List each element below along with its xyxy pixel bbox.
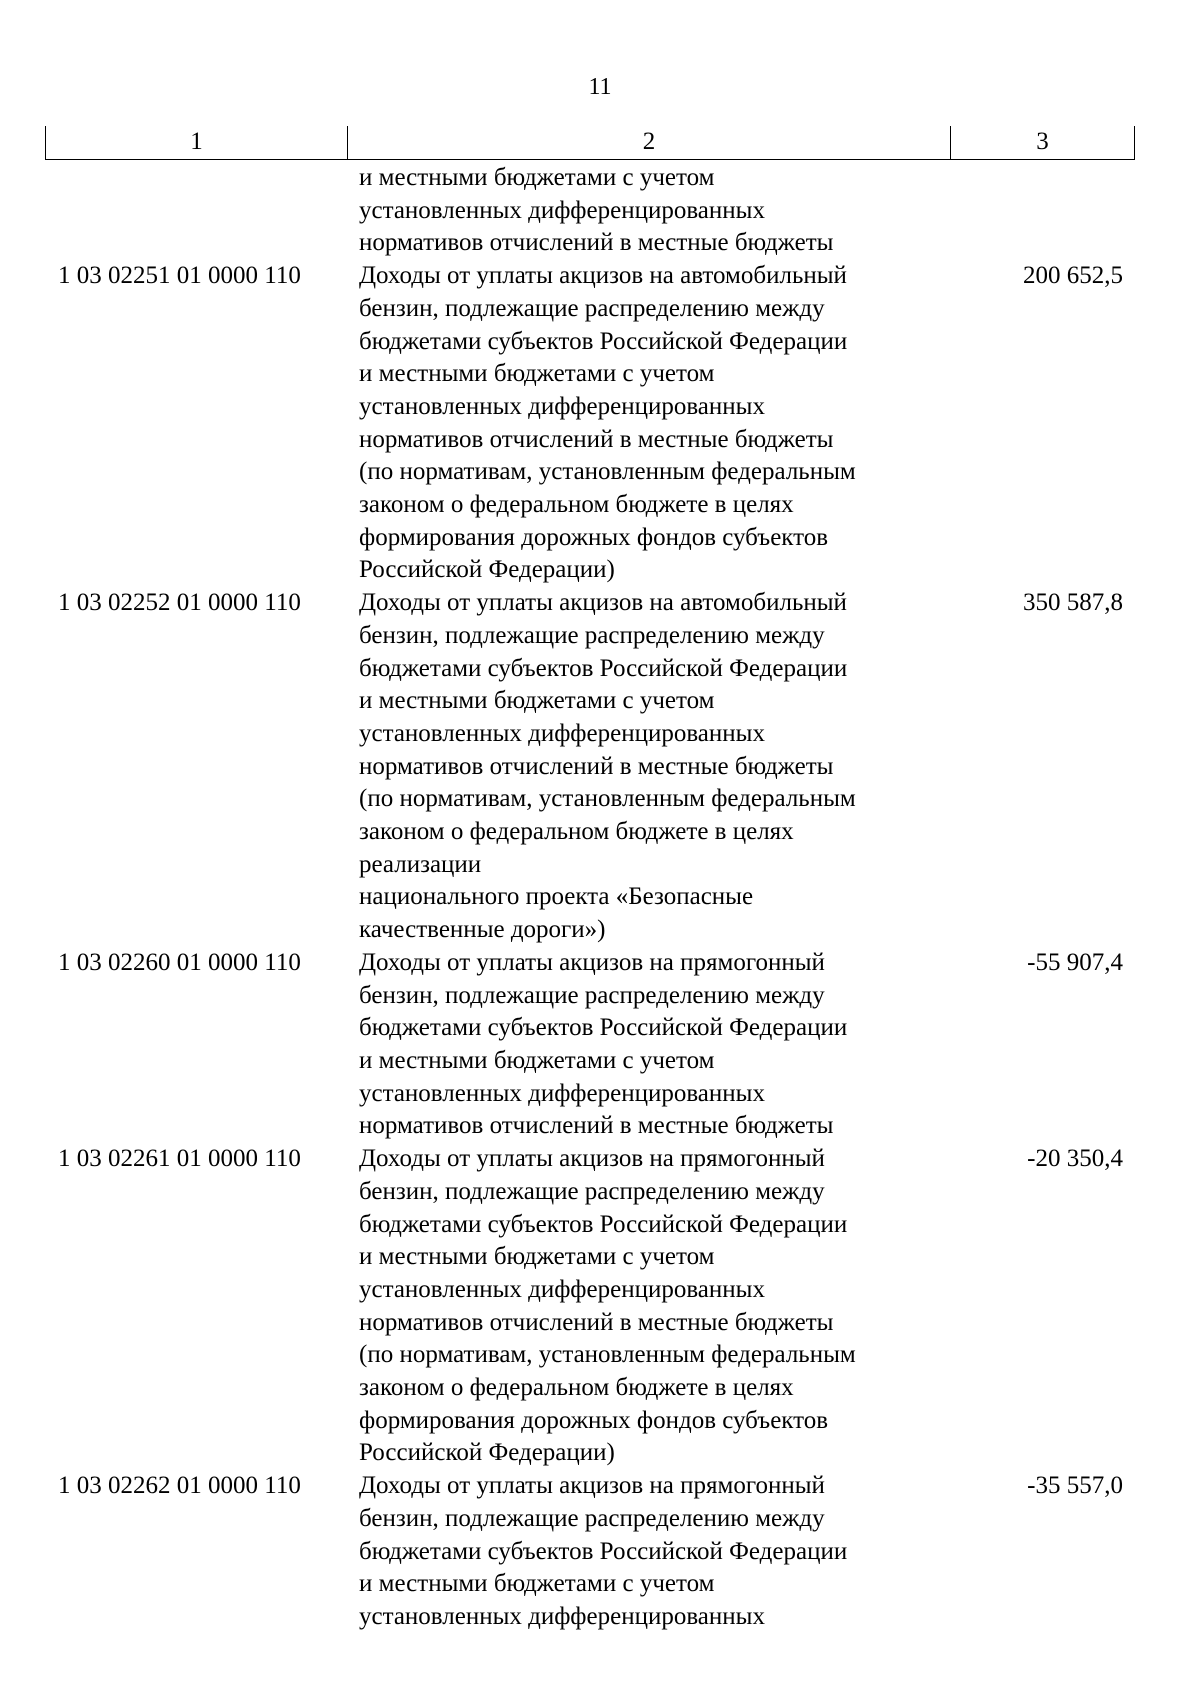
description-line: нормативов отчислений в местные бюджеты (359, 1112, 834, 1140)
column-header-1: 1 (46, 126, 348, 159)
description-line: формирования дорожных фондов субъектов (359, 1406, 829, 1434)
amount-cell: -20 350,4 (1027, 1145, 1123, 1173)
table-header (45, 126, 1135, 160)
description-line: реализации (359, 850, 482, 878)
budget-code-cell (45, 162, 347, 260)
description-line: и местными бюджетами с учетом (359, 164, 715, 191)
column-header-3: 3 (1036, 128, 1049, 155)
budget-code-cell: 1 03 02261 01 0000 110 (58, 1145, 301, 1173)
description-line: Российской Федерации) (359, 556, 615, 584)
amount-cell: 200 652,5 (1023, 262, 1123, 290)
budget-code-cell: 1 03 02251 01 0000 110 (58, 262, 301, 290)
description-line: бензин, подлежащие распределению между (359, 1177, 825, 1205)
description-line: и местными бюджетами с учетом (359, 1243, 715, 1271)
description-line: установленных дифференцированных (359, 1275, 765, 1303)
amount-cell: 350 587,8 (1023, 589, 1123, 617)
description-line: формирования дорожных фондов субъектов (359, 523, 829, 551)
budget-code-cell: 1 03 02252 01 0000 110 (58, 589, 301, 617)
description-line: нормативов отчислений в местные бюджеты (359, 752, 834, 780)
table-row (45, 587, 1135, 947)
description-line: Доходы от уплаты акцизов на автомобильный (359, 262, 847, 290)
description-line: законом о федеральном бюджете в целях (359, 1374, 794, 1402)
description-line: (по нормативам, установленным федеральным (359, 1341, 856, 1369)
description-line: установленных дифференцированных (359, 1079, 765, 1107)
description-line: Российской Федерации) (359, 1439, 615, 1467)
description-line: установленных дифференцированных (359, 1602, 765, 1630)
description-cell (347, 162, 950, 260)
description-line: Доходы от уплаты акцизов на автомобильный (359, 589, 847, 617)
table-body (45, 162, 1135, 1634)
budget-code-cell: 1 03 02260 01 0000 110 (58, 948, 301, 976)
description-line: нормативов отчислений в местные бюджеты (359, 1308, 834, 1336)
description-line: и местными бюджетами с учетом (359, 1570, 715, 1598)
description-line: и местными бюджетами с учетом (359, 687, 715, 715)
amount-cell (950, 162, 1135, 260)
description-line: (по нормативам, установленным федеральным (359, 458, 856, 486)
description-line: национального проекта «Безопасные (359, 883, 754, 911)
description-line: нормативов отчислений в местные бюджеты (359, 229, 834, 257)
description-line: Доходы от уплаты акцизов на прямогонный (359, 1145, 825, 1173)
description-line: качественные дороги») (359, 916, 606, 944)
column-header-2: 2 (348, 126, 951, 159)
table-row (45, 162, 1135, 260)
table-row (45, 1143, 1135, 1470)
description-line: бюджетами субъектов Российской Федерации (359, 1014, 848, 1042)
description-cell (347, 1143, 950, 1470)
description-cell (347, 260, 950, 587)
description-line: Доходы от уплаты акцизов на прямогонный (359, 1472, 825, 1500)
description-line: Доходы от уплаты акцизов на прямогонный (359, 948, 825, 976)
table-row (45, 947, 1135, 1143)
description-line: бюджетами субъектов Российской Федерации (359, 1210, 848, 1238)
description-line: бюджетами субъектов Российской Федерации (359, 327, 848, 355)
table-row (45, 260, 1135, 587)
description-line: и местными бюджетами с учетом (359, 360, 715, 388)
description-line: установленных дифференцированных (359, 392, 765, 420)
amount-cell: -55 907,4 (1027, 948, 1123, 976)
description-line: бензин, подлежащие распределению между (359, 621, 825, 649)
description-line: нормативов отчислений в местные бюджеты (359, 425, 834, 453)
table-row (45, 1470, 1135, 1634)
description-line: бензин, подлежащие распределению между (359, 294, 825, 322)
description-line: бюджетами субъектов Российской Федерации (359, 1537, 848, 1565)
description-line: законом о федеральном бюджете в целях (359, 491, 794, 519)
page-number: 11 (588, 74, 612, 100)
description-line: бензин, подлежащие распределению между (359, 1504, 825, 1532)
description-line: установленных дифференцированных (359, 719, 765, 747)
description-line: (по нормативам, установленным федеральным (359, 785, 856, 813)
description-line: и местными бюджетами с учетом (359, 1046, 715, 1074)
amount-cell: -35 557,0 (1027, 1472, 1123, 1500)
description-cell (347, 1470, 950, 1634)
budget-code-cell: 1 03 02262 01 0000 110 (58, 1472, 301, 1500)
description-line: бензин, подлежащие распределению между (359, 981, 825, 1009)
description-line: установленных дифференцированных (359, 196, 765, 224)
description-cell (347, 587, 950, 947)
description-cell (347, 947, 950, 1143)
description-line: законом о федеральном бюджете в целях (359, 818, 794, 846)
description-line: бюджетами субъектов Российской Федерации (359, 654, 848, 682)
